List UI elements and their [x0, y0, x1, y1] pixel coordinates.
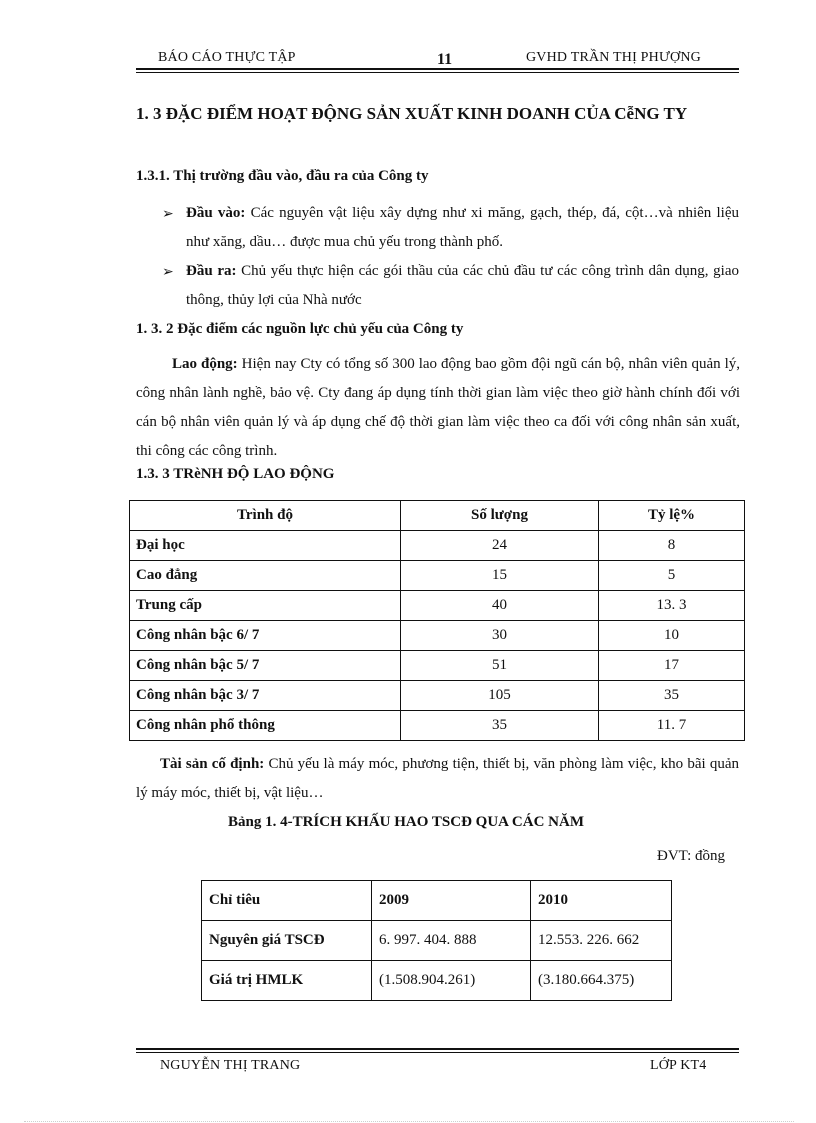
assets-label: Tài sản cố định: — [160, 756, 265, 772]
header-right: GVHD TRẦN THỊ PHƯỢNG — [526, 50, 701, 65]
col-header: Số lượng — [401, 501, 599, 531]
table2-caption: Bảng 1. 4-TRÍCH KHẤU HAO TSCĐ QUA CÁC NĂM — [228, 814, 585, 830]
table-row — [130, 711, 745, 741]
unit-label: ĐVT: đồng — [657, 848, 725, 864]
footer-rule-thick — [136, 1048, 739, 1050]
input-paragraph — [186, 199, 739, 257]
count-cell: 40 — [401, 591, 599, 621]
percent-cell: 5 — [599, 561, 745, 591]
col-header: 2009 — [372, 881, 531, 921]
percent-cell: 17 — [599, 651, 745, 681]
footer-right: LỚP KT4 — [650, 1058, 707, 1073]
value-2009-cell: (1.508.904.261) — [372, 961, 531, 1001]
table-row — [130, 561, 745, 591]
table-row — [130, 591, 745, 621]
level-cell: Công nhân phổ thông — [130, 711, 401, 741]
count-cell: 51 — [401, 651, 599, 681]
footer-left: NGUYỄN THỊ TRANG — [160, 1058, 301, 1073]
labor-text: Hiện nay Cty có tổng số 300 lao động bao gồm đội ngũ cán bộ, nhân viên quản lý, công nhân lành nghề, bảo vệ. Cty đang áp dụng tính thời gian làm việc theo giờ hành chính đối với cán bộ nhân viên quản lý và áp dụng chế độ thời gian làm việc theo ca đối với công nhân sản xuất, thi công các công trình. — [136, 356, 741, 459]
col-header: Tỷ lệ% — [599, 501, 745, 531]
percent-cell: 10 — [599, 621, 745, 651]
assets-text: Chủ yếu là máy móc, phương tiện, thiết bị, văn phòng làm việc, kho bãi quản lý máy móc, thiết bị, vật liệu… — [136, 756, 740, 801]
value-2010-cell: (3.180.664.375) — [531, 961, 672, 1001]
count-cell: 35 — [401, 711, 599, 741]
heading-1-3-3: 1.3. 3 TRèNH ĐỘ LAO ĐỘNG — [136, 466, 335, 482]
labor-label: Lao động: — [172, 356, 238, 372]
table-header-row — [202, 881, 672, 921]
level-cell: Công nhân bậc 3/ 7 — [130, 681, 401, 711]
count-cell: 30 — [401, 621, 599, 651]
page-number: 11 — [437, 51, 453, 68]
table-header-row — [130, 501, 745, 531]
arrow-bullet-icon: ➢ — [162, 207, 174, 222]
table-row — [202, 921, 672, 961]
count-cell: 24 — [401, 531, 599, 561]
table-row — [130, 681, 745, 711]
input-text: Các nguyên vật liệu xây dựng như xi măng, gạch, thép, đá, cột…và nhiên liệu như xăng, dầu… được mua chủ yếu trong thành phố. — [186, 205, 740, 250]
percent-cell: 11. 7 — [599, 711, 745, 741]
output-text: Chủ yếu thực hiện các gói thầu của các chủ đầu tư các công trình dân dụng, giao thông, thủy lợi của Nhà nước — [186, 263, 739, 308]
percent-cell: 35 — [599, 681, 745, 711]
percent-cell: 8 — [599, 531, 745, 561]
indicator-cell: Giá trị HMLK — [202, 961, 372, 1001]
table-row — [130, 621, 745, 651]
assets-paragraph — [136, 750, 739, 808]
table-row — [130, 531, 745, 561]
labor-paragraph — [136, 350, 740, 466]
count-cell: 105 — [401, 681, 599, 711]
value-2009-cell: 6. 997. 404. 888 — [372, 921, 531, 961]
footer-rule-thin — [136, 1052, 739, 1053]
labor-level-table — [129, 500, 745, 741]
value-2010-cell: 12.553. 226. 662 — [531, 921, 672, 961]
level-cell: Công nhân bậc 6/ 7 — [130, 621, 401, 651]
depreciation-table — [201, 880, 672, 1001]
arrow-bullet-icon: ➢ — [162, 265, 174, 280]
output-label: Đầu ra: — [186, 263, 237, 279]
level-cell: Cao đẳng — [130, 561, 401, 591]
col-header: Chỉ tiêu — [202, 881, 372, 921]
output-paragraph — [186, 257, 739, 315]
level-cell: Trung cấp — [130, 591, 401, 621]
header-rule-thin — [136, 72, 739, 73]
col-header: Trình độ — [130, 501, 401, 531]
percent-cell: 13. 3 — [599, 591, 745, 621]
table-row — [130, 651, 745, 681]
input-label: Đầu vào: — [186, 205, 246, 221]
heading-1-3-2: 1. 3. 2 Đặc điểm các nguồn lực chủ yếu của Công ty — [136, 321, 464, 337]
header-rule-thick — [136, 68, 739, 70]
level-cell: Công nhân bậc 5/ 7 — [130, 651, 401, 681]
header-left: BÁO CÁO THỰC TẬP — [158, 50, 296, 65]
section-title: 1. 3 ĐẶC ĐIỂM HOẠT ĐỘNG SẢN XUẤT KINH DOANH CỦA CễNG TY — [136, 104, 688, 123]
count-cell: 15 — [401, 561, 599, 591]
level-cell: Đại học — [130, 531, 401, 561]
indicator-cell: Nguyên giá TSCĐ — [202, 921, 372, 961]
table-row — [202, 961, 672, 1001]
col-header: 2010 — [531, 881, 672, 921]
page-bottom-dotted-divider — [24, 1121, 794, 1122]
heading-1-3-1: 1.3.1. Thị trường đầu vào, đầu ra của Công ty — [136, 168, 429, 184]
